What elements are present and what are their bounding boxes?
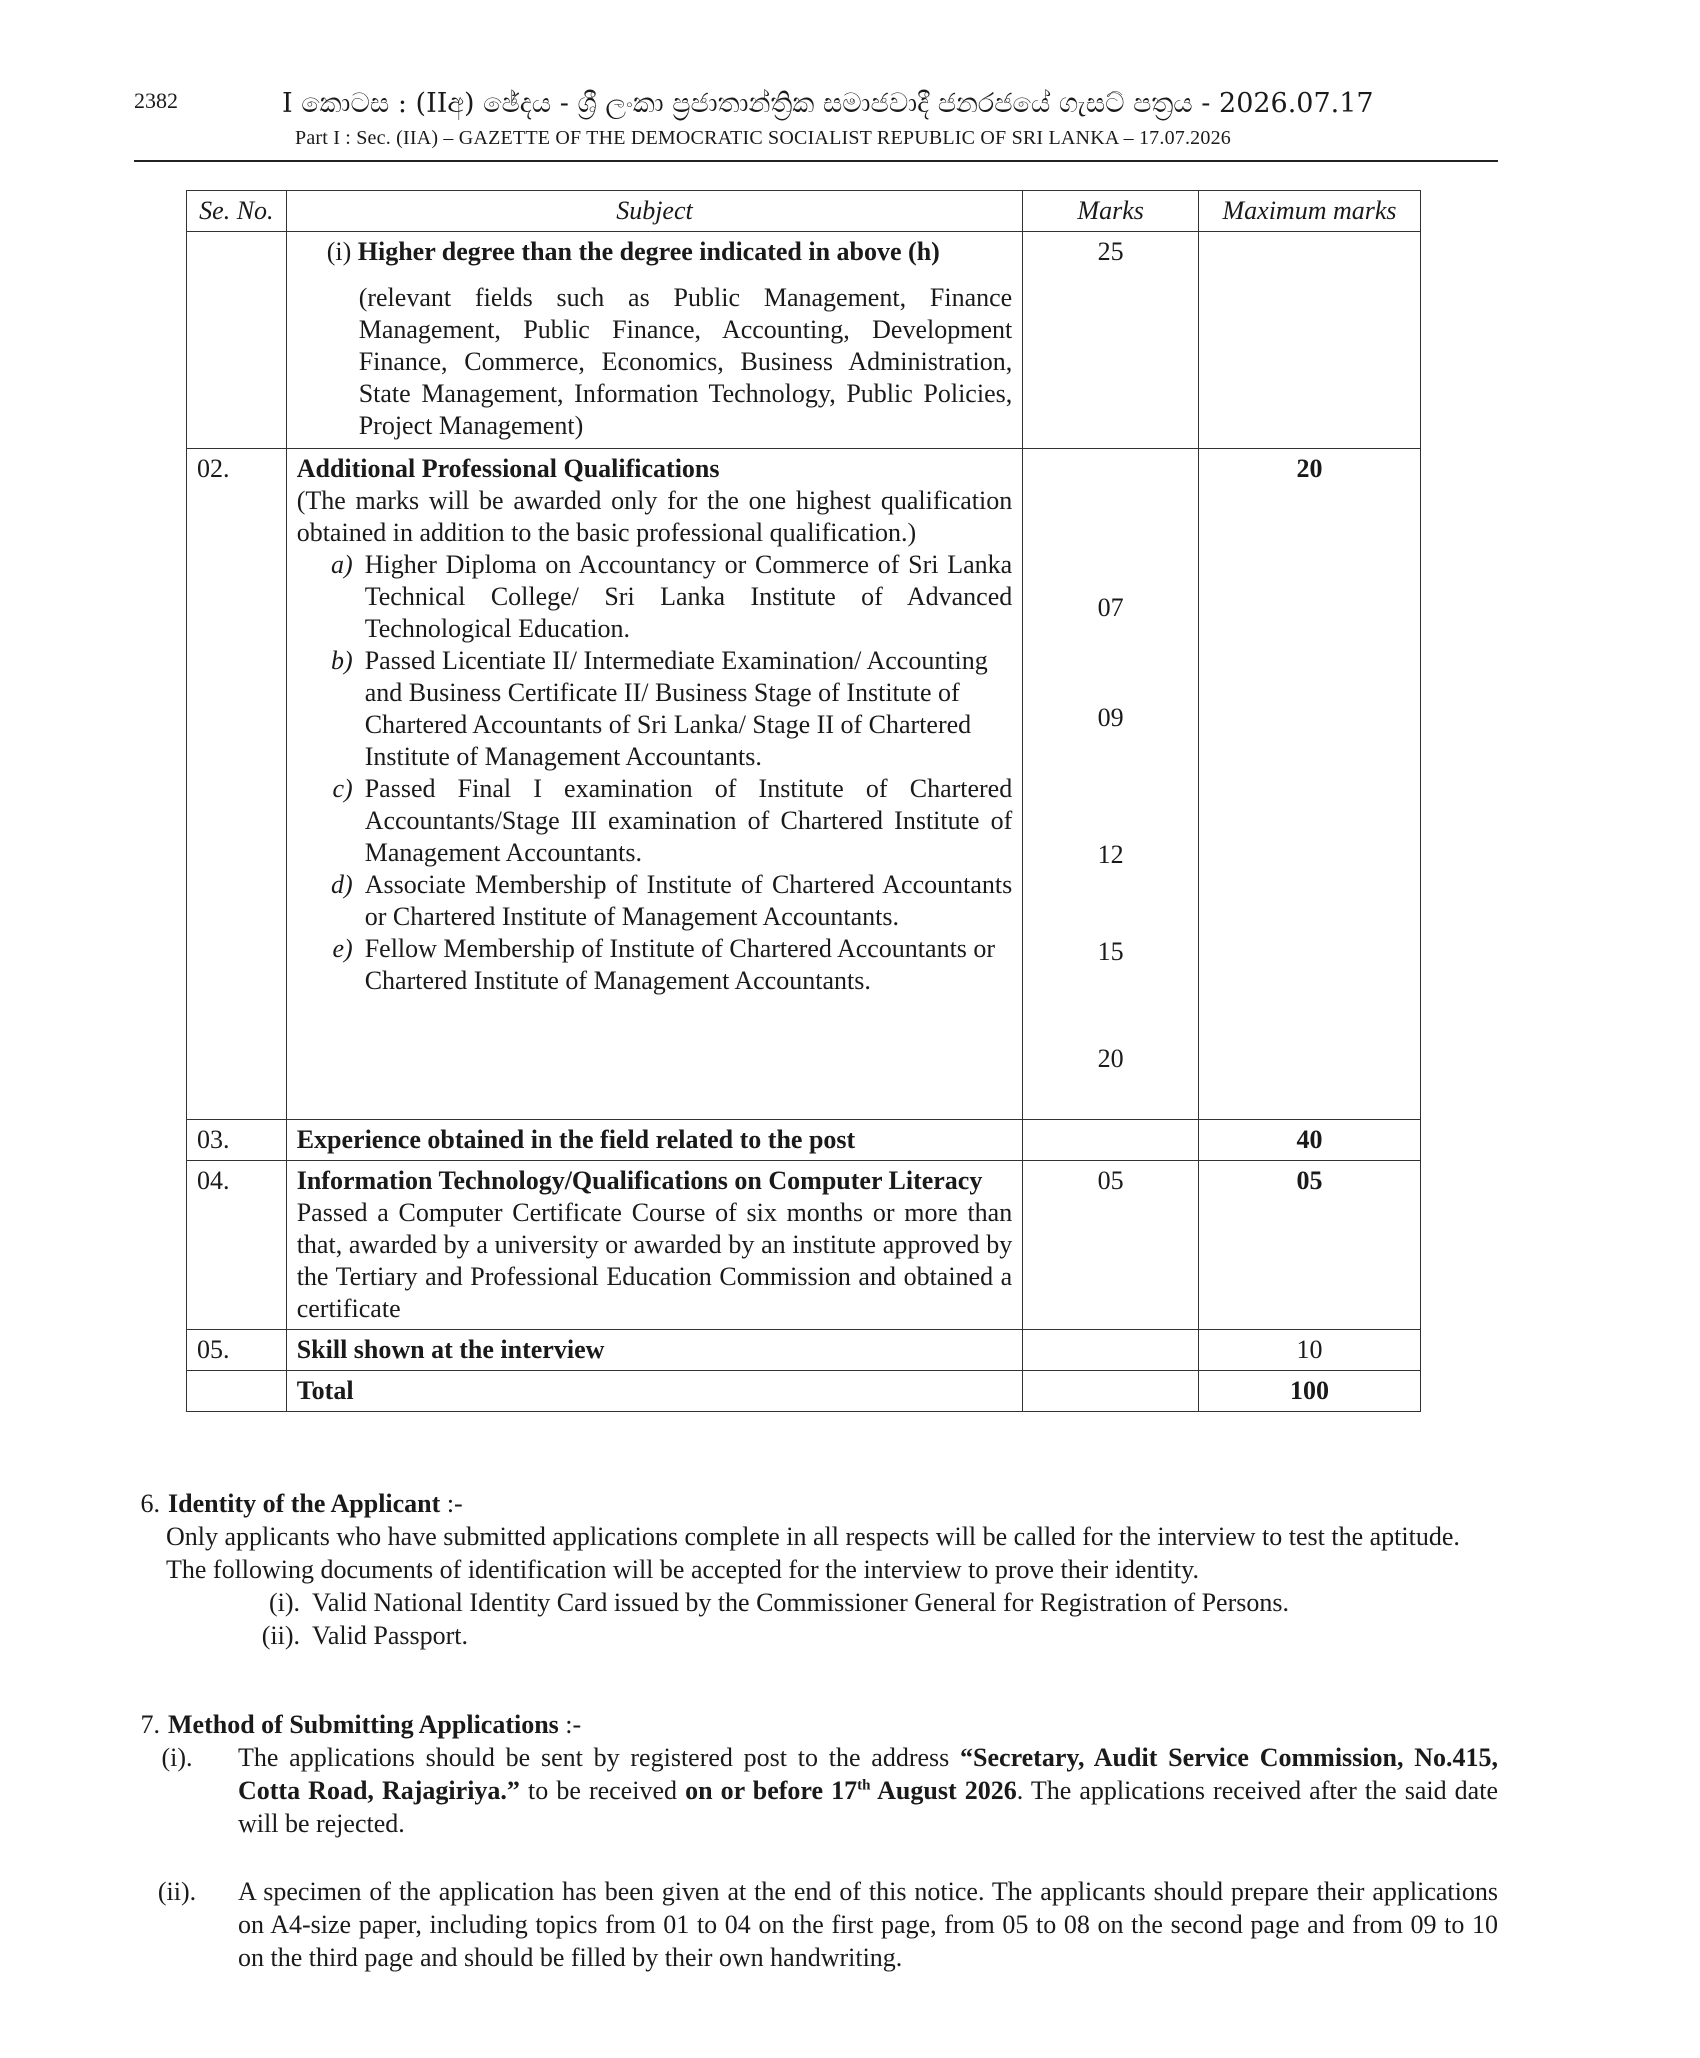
mark-c: 12 [1097, 840, 1124, 869]
mark-d: 15 [1097, 937, 1124, 966]
list-number: (ii). [157, 1877, 197, 1906]
relevant-fields-note: (relevant fields such as Public Management, Finance Management, Public Finance, Accounting, Development Finance, Commerce, Economics, Business Administration, State Management, Information Technology, Public Policies, Project Management) [358, 283, 1013, 440]
row-title: Additional Professional Qualifications [296, 454, 720, 483]
table-row-03 [187, 1120, 1421, 1161]
max-cell [1199, 232, 1421, 449]
list-letter: a) [331, 550, 353, 579]
qualification-list [297, 549, 1013, 997]
list-text: Higher Diploma on Accountancy or Commerce of Sri Lanka Technical College/ Sri Lanka Institute of Advanced Technological Education. [364, 550, 1013, 643]
list-number: (ii). [261, 1621, 300, 1650]
list-item [134, 1619, 1498, 1652]
list-text: Valid National Identity Card issued by the Commissioner General for Registration of Persons. [312, 1588, 1289, 1617]
list-text: Fellow Membership of Institute of Chartered Accountants or Chartered Institute of Management Accountants. [364, 934, 996, 995]
header-maximum-marks: Maximum marks [1199, 191, 1421, 232]
section-heading [134, 1708, 1498, 1741]
se-no-cell: 04. [187, 1161, 287, 1330]
max-cell: 05 [1199, 1161, 1421, 1330]
section-heading [134, 1487, 1498, 1520]
marks-cell [1023, 1330, 1199, 1371]
text-run: . The applications received after the said date will be rejected. [238, 1776, 1498, 1838]
table-header-row [187, 191, 1421, 232]
list-letter: d) [331, 870, 353, 899]
subject-cell [286, 449, 1023, 1120]
list-number: (i). [161, 1743, 193, 1772]
table-row-02 [187, 449, 1421, 1120]
deadline-prefix: on or before 17 [685, 1776, 858, 1805]
subject-cell [286, 232, 1023, 449]
deadline-text [685, 1776, 1017, 1805]
higher-degree-title [297, 236, 1013, 268]
list-letter: b) [331, 646, 353, 675]
section-number: 6. [140, 1489, 160, 1518]
max-cell: 10 [1199, 1330, 1421, 1371]
list-letter: e) [332, 934, 353, 963]
spacer [134, 1840, 1498, 1875]
table-row-05 [187, 1330, 1421, 1371]
se-no-cell [187, 232, 287, 449]
total-value: 100 [1199, 1371, 1421, 1412]
header-title-sinhala: I කොටස : (IIඅ) ඡේදය - ශ්‍රී ලංකා ප්‍රජාතාන්ත්‍රික සමාජවාදී ජනරජයේ ගැසට් පත්‍රය - 2026.07.17 [282, 88, 1374, 119]
section-title-suffix: :- [440, 1489, 463, 1518]
list-item [323, 549, 1013, 645]
list-text [220, 1741, 1498, 1840]
address-text: “Secretary, Audit Service Commission, No.415, Cotta Road, Rajagiriya.” [238, 1743, 1498, 1805]
list-text: A specimen of the application has been given at the end of this notice. The applicants should prepare their applications on A4-size paper, including topics from 01 to 04 on the first page, from 05 to 08 on the second page and from 09 to 10 on the third page and should be filled by their own handwriting. [238, 1877, 1498, 1972]
list-item [134, 1741, 1498, 1840]
table-row-total [187, 1371, 1421, 1412]
list-item [323, 645, 1013, 773]
item-label: (i) [326, 237, 352, 266]
se-no-cell: 02. [187, 449, 287, 1120]
list-text: Passed Licentiate II/ Intermediate Examination/ Accounting and Business Certificate II/ Business Stage of Institute of Chartered Accountants of Sri Lanka/ Stage II of Chartered Institute of Management Accountants. [364, 646, 988, 771]
table-row-04 [187, 1161, 1421, 1330]
deadline-month: August 2026 [870, 1776, 1017, 1805]
ordinal-suffix: th [857, 1777, 871, 1794]
list-item [134, 1875, 1498, 1974]
row-description: Passed a Computer Certificate Course of six months or more than that, awarded by a university or awarded by an institute approved by the Tertiary and Professional Education Commission and obtained a certificate [296, 1198, 1013, 1323]
header-marks: Marks [1023, 191, 1199, 232]
marks-cell [1023, 1371, 1199, 1412]
text-run: to be received [519, 1776, 686, 1805]
total-label: Total [286, 1371, 1023, 1412]
se-no-cell: 05. [187, 1330, 287, 1371]
marks-cell [1023, 449, 1199, 1120]
se-no-cell: 03. [187, 1120, 287, 1161]
max-cell: 40 [1199, 1120, 1421, 1161]
marks-cell: 05 [1023, 1161, 1199, 1330]
max-cell: 20 [1199, 449, 1421, 1120]
subject-cell: Experience obtained in the field related to the post [286, 1120, 1023, 1161]
section-title: Method of Submitting Applications [168, 1710, 559, 1739]
section-paragraph: The following documents of identification will be accepted for the interview to prove their identity. [166, 1555, 1199, 1584]
section-title: Identity of the Applicant [168, 1489, 441, 1518]
list-item [134, 1586, 1498, 1619]
section-title-suffix: :- [558, 1710, 582, 1739]
mark-a: 07 [1097, 593, 1124, 622]
header-se-no: Se. No. [187, 191, 287, 232]
section-paragraph: Only applicants who have submitted applications complete in all respects will be called for the interview to test the aptitude. [166, 1522, 1460, 1551]
list-text: Valid Passport. [312, 1621, 468, 1650]
header-divider [134, 160, 1498, 162]
section-submitting [134, 1708, 1498, 1974]
list-letter: c) [332, 774, 353, 803]
row-title: Information Technology/Qualifications on Computer Literacy [296, 1166, 983, 1195]
list-text: Associate Membership of Institute of Chartered Accountants or Chartered Institute of Management Accountants. [364, 870, 1013, 931]
text-run: The applications should be sent by registered post to the address [238, 1743, 961, 1772]
list-item [323, 933, 1013, 997]
subject-cell: Skill shown at the interview [286, 1330, 1023, 1371]
row-description: (The marks will be awarded only for the one highest qualification obtained in addition to the basic professional qualification.) [296, 486, 1013, 547]
table-row-higher-degree [187, 232, 1421, 449]
item-title: Higher degree than the degree indicated in above (h) [357, 237, 940, 266]
header-subject: Subject [286, 191, 1023, 232]
list-item [323, 869, 1013, 933]
se-no-cell [187, 1371, 287, 1412]
mark-e: 20 [1097, 1044, 1124, 1073]
list-number: (i). [268, 1588, 300, 1617]
list-item [323, 773, 1013, 869]
list-text: Passed Final I examination of Institute of Chartered Accountants/Stage III examination of Chartered Institute of Management Accountants. [364, 774, 1013, 867]
marks-stack [1023, 449, 1198, 1119]
header-title-english: Part I : Sec. (IIA) – GAZETTE OF THE DEMOCRATIC SOCIALIST REPUBLIC OF SRI LANKA – 17.07.2026 [295, 127, 1231, 149]
page-number: 2382 [134, 88, 178, 113]
marks-table [186, 190, 1421, 1412]
section-number: 7. [140, 1710, 160, 1739]
mark-b: 09 [1097, 703, 1124, 732]
section-identity [134, 1487, 1498, 1652]
subject-cell [286, 1161, 1023, 1330]
marks-cell [1023, 1120, 1199, 1161]
marks-cell: 25 [1023, 232, 1199, 449]
